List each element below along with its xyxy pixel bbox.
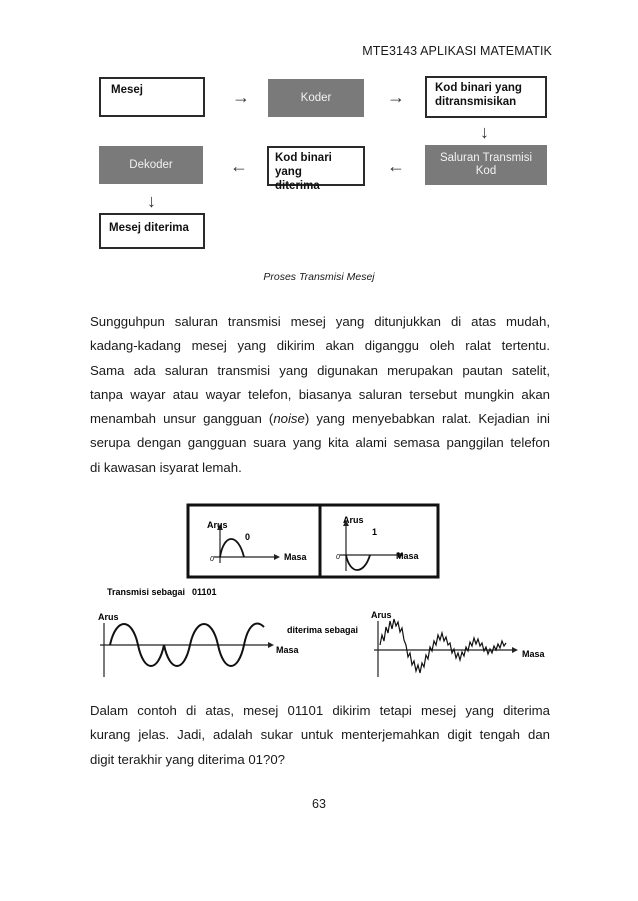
box-saluran-transmisi — [425, 145, 547, 185]
paragraph-line: Sama ada saluran transmisi yang digunakan merupakan pautan satelit, — [90, 362, 550, 378]
bit0-wave — [220, 539, 244, 557]
paragraph-noise-explanation — [90, 310, 550, 480]
paragraph-line: digit terakhir yang diterima 01?0? — [90, 751, 285, 767]
received-x-arrow-icon — [512, 647, 518, 653]
bit1-y-label: Arus — [343, 515, 364, 525]
bit1-value: 1 — [372, 527, 378, 537]
arrow-down-icon: ↓ — [147, 191, 156, 211]
noise-term: noise — [273, 411, 305, 427]
bit0-value: 0 — [245, 532, 251, 542]
paragraph-text: ) yang menyebabkan ralat. Kejadian ini — [304, 411, 550, 427]
paragraph-line — [90, 407, 550, 431]
paragraph-line: kadang-kadang mesej yang dikirim akan diganggu oleh ralat tertentu. — [90, 338, 550, 354]
received-x-label: Masa — [522, 649, 545, 659]
bit1-origin: 0 — [336, 554, 340, 561]
course-header: MTE3143 APLIKASI MATEMATIK — [362, 44, 552, 58]
box-mesej — [99, 77, 205, 117]
transmitted-code: 01101 — [192, 587, 217, 597]
box-kod-binari-ditransmisikan — [425, 76, 547, 118]
box-kod-diterima-line1: Kod binari yang — [275, 152, 332, 178]
bit1-wave — [346, 555, 370, 570]
paragraph-line: kurang jelas. Jadi, adalah sukar untuk menterjemahkan digit tengah dan — [90, 727, 550, 743]
box-saluran-line1: Saluran Transmisi — [439, 152, 533, 164]
box-koder — [268, 79, 364, 117]
arrow-right-icon: → — [387, 87, 405, 107]
box-dekoder-label: Dekoder — [129, 159, 173, 171]
bit1-x-label: Masa — [396, 551, 419, 561]
arrow-down-icon: ↓ — [480, 122, 489, 142]
transmitted-x-label: Masa — [276, 645, 299, 655]
paragraph-text: menambah unsur gangguan ( — [90, 411, 274, 427]
bit0-x-label: Masa — [284, 552, 307, 562]
box-mesej-diterima-label: Mesej diterima — [109, 222, 189, 234]
bit0-y-label: Arus — [207, 520, 228, 530]
bit0-x-arrow-icon — [274, 554, 280, 560]
paragraph-line: Sungguhpun saluran transmisi mesej yang ditunjukkan di atas mudah, — [90, 314, 550, 329]
paragraph-line: tanpa wayar atau wayar telefon, biasanya saluran tersebut mungkin akan — [90, 386, 550, 402]
arrow-left-icon: ← — [230, 156, 248, 176]
transmitted-label: Transmisi sebagai — [107, 587, 186, 597]
box-kod-binari-line2: ditransmisikan — [435, 96, 517, 108]
bit0-origin: 0 — [210, 556, 214, 563]
box-dekoder — [99, 146, 203, 184]
box-kod-binari-line1: Kod binari yang — [435, 82, 522, 94]
box-mesej-label: Mesej — [111, 84, 143, 96]
paragraph-line: serupa dengan gangguan suara yang kita alami semasa panggilan telefon — [90, 435, 550, 451]
box-mesej-diterima — [99, 213, 205, 249]
box-kod-binari-diterima — [267, 146, 365, 192]
box-kod-diterima-line2: diterima — [275, 180, 320, 192]
transmitted-y-label: Arus — [98, 612, 119, 622]
box-saluran-line2: Kod — [475, 165, 497, 177]
signal-figure — [0, 495, 638, 685]
paragraph-line: di kawasan isyarat lemah. — [90, 459, 242, 475]
box-koder-label: Koder — [300, 92, 332, 104]
paragraph-example-result — [90, 699, 550, 772]
transmitted-x-arrow-icon — [268, 642, 274, 648]
received-label: diterima sebagai — [287, 625, 359, 635]
paragraph-line: Dalam contoh di atas, mesej 01101 dikirim tetapi mesej yang diterima — [90, 703, 550, 718]
arrow-right-icon: → — [232, 87, 250, 107]
received-noisy-wave — [380, 619, 506, 673]
arrow-left-icon: ← — [387, 156, 405, 176]
figure-caption: Proses Transmisi Mesej — [263, 271, 375, 283]
page-number: 63 — [312, 797, 326, 811]
received-y-label: Arus — [371, 610, 392, 620]
